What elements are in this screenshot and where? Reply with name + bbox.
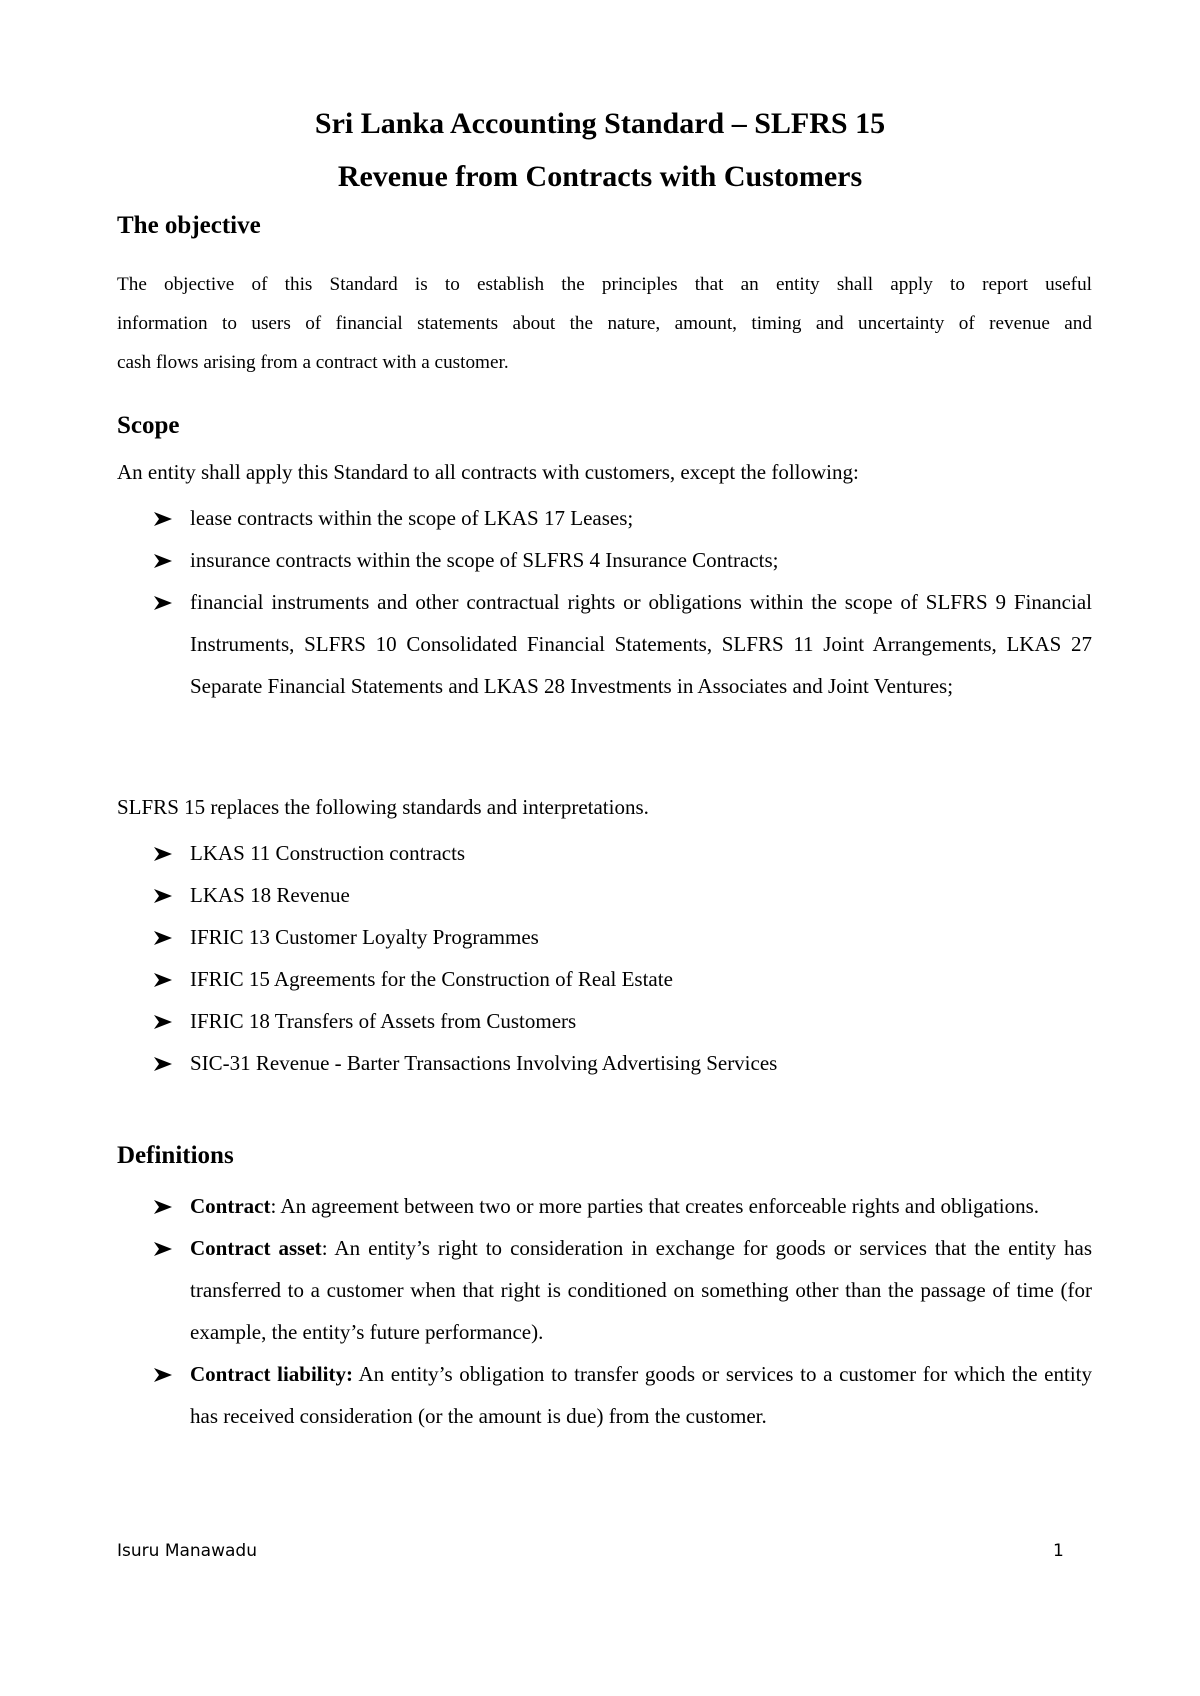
- objective-line: information to users of financial statements about the nature, amount, timing and uncertainty of revenue and: [117, 313, 1092, 334]
- definitions-heading: Definitions: [117, 1142, 234, 1169]
- objective-heading: The objective: [117, 212, 261, 239]
- replaced-standards-list: [153, 832, 1092, 1084]
- list-item: IFRIC 18 Transfers of Assets from Customers: [153, 1000, 1092, 1042]
- list-item: LKAS 11 Construction contracts: [153, 832, 1092, 874]
- scope-heading: Scope: [117, 412, 180, 439]
- list-item: IFRIC 13 Customer Loyalty Programmes: [153, 916, 1092, 958]
- definition-separator: :: [321, 1236, 328, 1260]
- document-subtitle: Revenue from Contracts with Customers: [337, 160, 863, 193]
- replaces-intro: SLFRS 15 replaces the following standards and interpretations.: [117, 795, 649, 819]
- scope-intro: An entity shall apply this Standard to all contracts with customers, except the following:: [117, 460, 859, 484]
- definition-item: [153, 1353, 1092, 1437]
- objective-paragraph: [117, 265, 1092, 382]
- list-item: financial instruments and other contractual rights or obligations within the scope of SLFRS 9 Financial Instruments, SLFRS 10 Consolidated Financial Statements, SLFRS 11 Joint Arrangements, LKAS 27 Separate Financial Statements and LKAS 28 Investments in Associates and Joint Ventures;: [153, 581, 1092, 707]
- footer-page-number: 1: [1053, 1541, 1064, 1561]
- definitions-list: [153, 1185, 1092, 1437]
- list-item: SIC-31 Revenue - Barter Transactions Involving Advertising Services: [153, 1042, 1092, 1084]
- definition-term: Contract liability:: [190, 1362, 353, 1386]
- definition-term: Contract: [190, 1194, 271, 1218]
- list-item: lease contracts within the scope of LKAS 17 Leases;: [153, 497, 1092, 539]
- definition-item: [153, 1185, 1092, 1227]
- definition-text: An entity’s obligation to transfer goods or services to a customer for which the entity has received consideration (or the amount is due) from the customer.: [190, 1362, 1092, 1428]
- list-item: insurance contracts within the scope of SLFRS 4 Insurance Contracts;: [153, 539, 1092, 581]
- definition-text: An entity’s right to consideration in exchange for goods or services that the entity has transferred to a customer when that right is conditioned on something other than the passage of time (for example, the entity’s future performance).: [190, 1236, 1092, 1344]
- definition-term: Contract asset: [190, 1236, 322, 1260]
- objective-line: The objective of this Standard is to establish the principles that an entity shall apply to report useful: [117, 274, 1092, 295]
- list-item: LKAS 18 Revenue: [153, 874, 1092, 916]
- objective-line: cash flows arising from a contract with a customer.: [117, 352, 509, 373]
- definition-item: [153, 1227, 1092, 1353]
- definition-text: An agreement between two or more parties that creates enforceable rights and obligations.: [276, 1194, 1040, 1218]
- list-item: IFRIC 15 Agreements for the Construction of Real Estate: [153, 958, 1092, 1000]
- document-title: Sri Lanka Accounting Standard – SLFRS 15: [314, 107, 886, 140]
- scope-exclusions-list: [153, 497, 1092, 707]
- definition-separator: :: [270, 1194, 277, 1218]
- footer-author: Isuru Manawadu: [117, 1541, 257, 1561]
